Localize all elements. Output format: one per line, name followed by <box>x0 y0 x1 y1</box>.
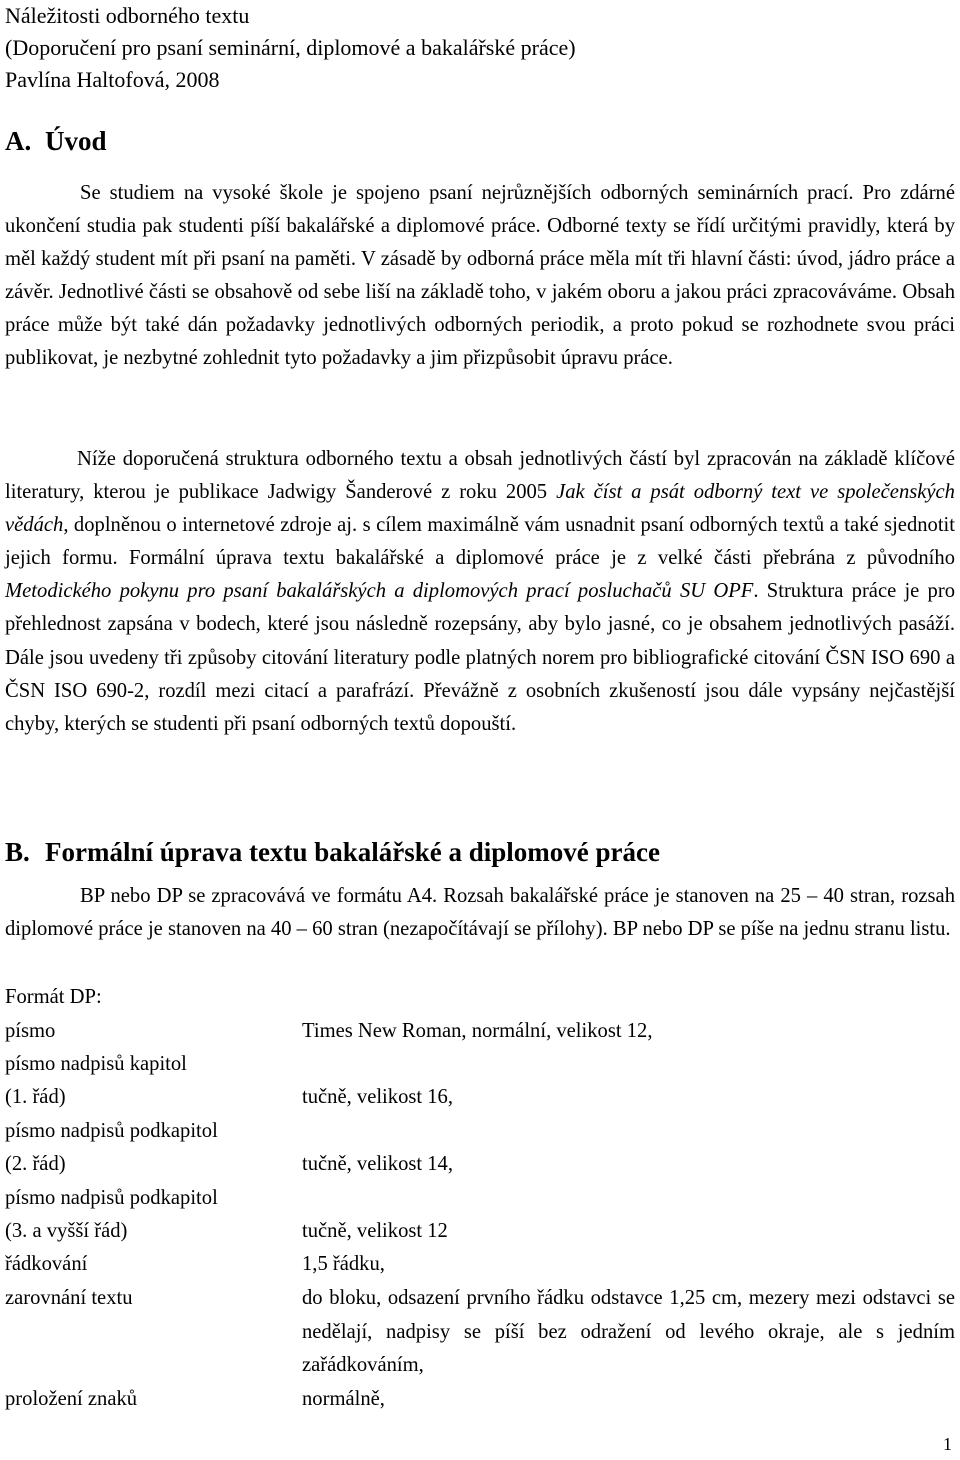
page-number: 1 <box>943 1434 952 1454</box>
format-label: písmo nadpisů podkapitol <box>5 1120 218 1142</box>
section-b-number: B. <box>5 837 30 867</box>
format-title: Formát DP: <box>5 986 102 1008</box>
format-label: proložení znaků <box>5 1388 138 1410</box>
format-value: do bloku, odsazení prvního řádku odstavce 1,25 cm, mezery mezi odstavci se nedělají, nadpisy se píší bez odražení od levého okraje, ale s jedním zařádkováním, <box>302 1287 955 1376</box>
section-a-p2-text-b: , doplněnou o internetové zdroje aj. s cílem maximálně vám usnadnit psaní odborných textů a také sjednotit jejich formu. Formální úprava textu bakalářské a diplomové práce je z velké části přebrána z původního <box>5 514 955 570</box>
format-label: zarovnání textu <box>5 1287 133 1309</box>
format-value: Times New Roman, normální, velikost 12, <box>302 1020 653 1042</box>
section-a-number: A. <box>5 126 32 156</box>
format-label: písmo nadpisů kapitol <box>5 1053 187 1075</box>
section-a-title: Úvod <box>45 126 107 156</box>
document-title: Náležitosti odborného textu <box>5 3 250 28</box>
section-a-p2-text-c: . Struktura práce je pro přehlednost zapsána v bodech, které jsou následně rozepsány, aby bylo jasné, co je obsahem jednotlivých pasáží. Dále jsou uvedeny tři způsoby citování literatury podle platných norem pro bibliografické citování ČSN ISO 690 a ČSN ISO 690-2, rozdíl mezi citací a parafrází. Převážně z osobních zkušeností jsou dále vypsány nejčastější chyby, kterých se studenti při psaní odborných textů dopouští. <box>5 580 955 735</box>
format-label: (1. řád) <box>5 1086 66 1108</box>
section-b-title: Formální úprava textu bakalářské a diplomové práce <box>45 837 660 867</box>
section-b-paragraph-1 <box>5 880 955 946</box>
format-value: 1,5 řádku, <box>302 1253 385 1275</box>
section-a-paragraph-2 <box>5 443 955 741</box>
format-value: tučně, velikost 16, <box>302 1086 453 1108</box>
section-b-heading <box>5 837 660 868</box>
format-value: tučně, velikost 14, <box>302 1153 453 1175</box>
section-a-paragraph-1 <box>5 177 955 376</box>
section-b-p1-text: BP nebo DP se zpracovává ve formátu A4. Rozsah bakalářské práce je stanoven na 25 – 40 stran, rozsah diplomové práce je stanoven na 40 – 60 stran (nezapočítávají se přílohy). BP nebo DP se píše na jednu stranu listu. <box>5 885 955 941</box>
section-a-p2-italic-2: Metodického pokynu pro psaní bakalářských a diplomových prací posluchačů SU OPF <box>5 580 754 603</box>
document-subtitle: (Doporučení pro psaní seminární, diplomové a bakalářské práce) <box>5 35 576 60</box>
document-author: Pavlína Haltofová, 2008 <box>5 67 220 92</box>
section-a-p1-text: Se studiem na vysoké škole je spojeno psaní nejrůznějších odborných seminárních prací. Pro zdárné ukončení studia pak studenti píší bakalářské a diplomové práce. Odborné texty se řídí určitými pravidly, která by měl každý student mít při psaní na paměti. V zásadě by odborná práce měla mít tři hlavní části: úvod, jádro práce a závěr. Jednotlivé části se obsahově od sebe liší na základě toho, v jakém oboru a jakou práci zpracováváme. Obsah práce může být také dán požadavky jednotlivých odborných periodik, a proto pokud se rozhodnete svou práci publikovat, je nezbytné zohlednit tyto požadavky a jim přizpůsobit úpravu práce. <box>5 182 955 370</box>
document-header <box>5 0 576 96</box>
format-label: písmo nadpisů podkapitol <box>5 1187 218 1209</box>
format-value: normálně, <box>302 1388 385 1410</box>
format-label: písmo <box>5 1020 56 1042</box>
section-a-heading <box>5 126 107 157</box>
section-a-p2-text-a: Níže doporučená struktura odborného textu a obsah jednotlivých částí byl zpracován na základě klíčové literatury, kterou je publikace Jadwigy Šanderové z roku 2005 <box>5 448 955 504</box>
format-label: (3. a vyšší řád) <box>5 1220 128 1242</box>
format-value: tučně, velikost 12 <box>302 1220 448 1242</box>
format-label: řádkování <box>5 1253 88 1275</box>
format-label: (2. řád) <box>5 1153 66 1175</box>
section-a-p2-italic-1: Jak číst a psát odborný text ve společenských vědách <box>5 481 955 537</box>
